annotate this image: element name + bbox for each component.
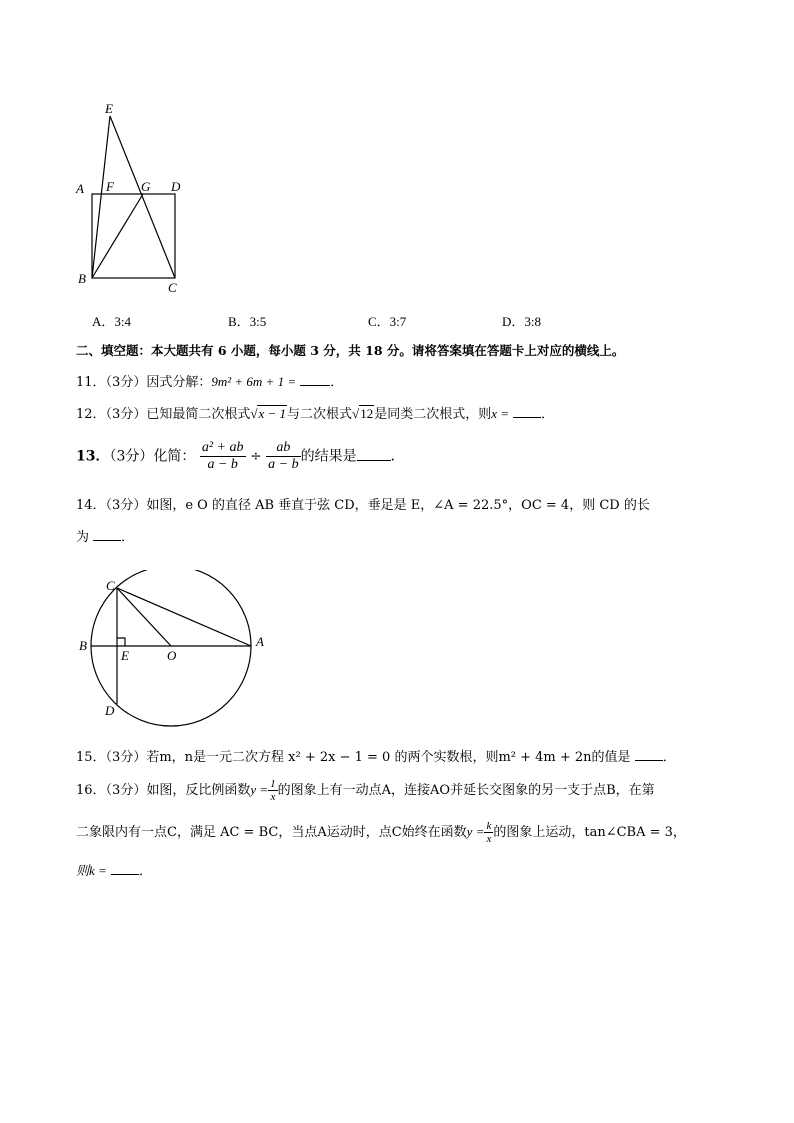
question-14-line2: 为 ． (76, 530, 135, 545)
choice-d[interactable]: D．3:8 (502, 314, 542, 329)
answer-blank-12[interactable] (513, 405, 541, 418)
fraction-2: $\frac{ab}{a - b}$ (268, 440, 299, 472)
label-a: A (76, 181, 84, 196)
label-e: E (105, 101, 113, 116)
segment-ec (110, 116, 175, 278)
answer-blank-13[interactable] (357, 448, 391, 461)
question-16-line2: 二象限内有一点C，满足 AC = BC，当点A运动时，点C始终在函数y = $\frac{k}{x}$ 的图象上运动，tan∠CBA = 3， (76, 820, 686, 845)
rectangle-abcd (92, 194, 175, 278)
choice-a[interactable]: A．3:4 (92, 314, 132, 329)
fraction-k-over-x: $\frac{k}{x}$ (486, 820, 492, 845)
answer-blank-11[interactable] (300, 373, 330, 386)
label-o: O (167, 648, 177, 663)
label-a: A (256, 634, 264, 649)
fraction-1: $\frac{\text{a² + ab}}{a - b}$ (201, 440, 244, 472)
label-c: C (106, 578, 115, 593)
question-14: 14．（3分）如图，e O 的直径 AB 垂直于弦 CD，垂足是 E，∠A = 22.5°，OC = 4，则 CD 的长 (76, 498, 650, 513)
answer-blank-14[interactable] (93, 528, 121, 541)
choice-b[interactable]: B．3:5 (228, 314, 267, 329)
label-b: B (78, 271, 86, 286)
label-d: D (171, 179, 181, 194)
figure-circle (70, 570, 280, 740)
figure-rectangle-triangle (70, 95, 200, 300)
sqrt-x-minus-1: √x − 1 (250, 406, 287, 421)
fraction-1-over-x: $\frac{1}{x}$ (270, 778, 276, 803)
sqrt-12: √12 (352, 406, 374, 421)
segment-ca (117, 588, 251, 646)
answer-blank-15[interactable] (635, 748, 663, 761)
question-13: 13．（3分）化简： $\frac{\text{a² + ab}}{a - b}$ ÷ $\frac{ab}{a - b}$ 的结果是 ． (76, 440, 405, 472)
label-d: D (105, 703, 115, 718)
question-11: 11．（3分）因式分解：9m² + 6m + 1 = ． (76, 374, 344, 390)
label-f: F (106, 179, 114, 194)
choice-c[interactable]: C．3:7 (368, 314, 407, 329)
right-angle-mark (117, 638, 125, 646)
section-title: 二、填空题：本大题共有 6 小题，每小题 3 分，共 18 分。请将答案填在答题卡上对应的横线上。 (76, 343, 625, 358)
label-c: C (168, 280, 177, 295)
label-e: E (121, 648, 129, 663)
question-12: 12．（3分）已知最简二次根式√x − 1与二次根式√12是同类二次根式，则x = ． (76, 406, 555, 422)
label-g: G (141, 179, 151, 194)
answer-blank-16[interactable] (111, 862, 139, 875)
label-b: B (79, 638, 87, 653)
question-16: 16．（3分）如图，反比例函数y = $\frac{1}{x}$ 的图象上有一动点A，连接AO并延长交图象的另一支于点B，在第 (76, 778, 655, 803)
question-16-line3: 则k = ． (76, 863, 152, 879)
question-15: 15．（3分）若m，n是一元二次方程 x² + 2x − 1 = 0 的两个实数根，则m² + 4m + 2n的值是 ． (76, 750, 676, 765)
segment-co (117, 588, 171, 646)
